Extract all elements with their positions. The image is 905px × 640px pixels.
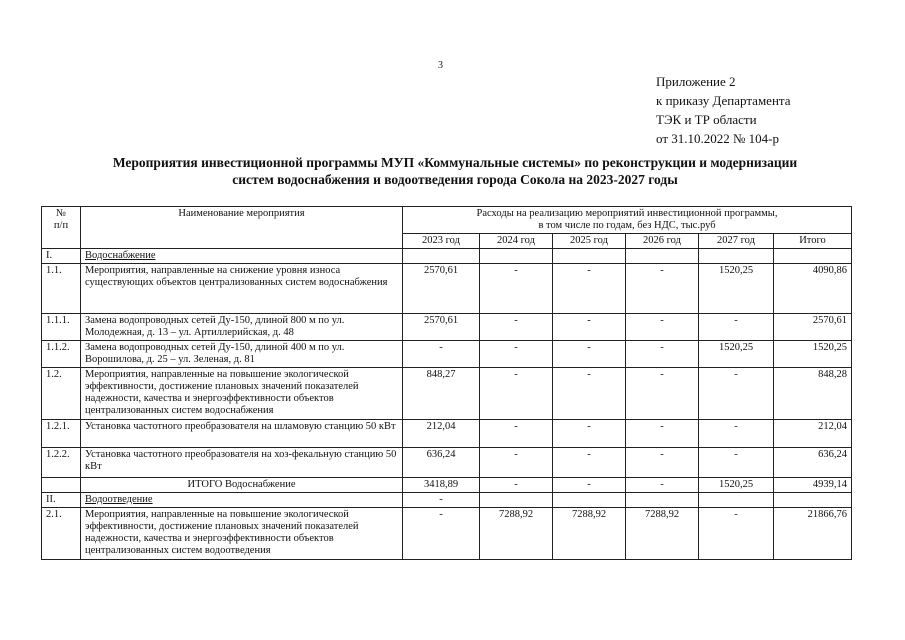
row-year-value: 1520,25 xyxy=(699,264,774,314)
row-year-value: - xyxy=(553,264,626,314)
appendix-block xyxy=(656,72,791,148)
row-name: Мероприятия, направленные на повышение экологической эффективности, достижение плановых значений показателей надежности, качества и энергоэффективности объектов централизованных систем водоотведения xyxy=(81,508,403,560)
row-name: Установка частотного преобразователя на шламовую станцию 50 кВт xyxy=(81,420,403,448)
table-row xyxy=(42,448,852,478)
appendix-line: Приложение 2 xyxy=(656,74,736,89)
appendix-line: к приказу Департамента xyxy=(656,93,791,108)
document-title xyxy=(40,154,870,188)
table-row xyxy=(42,368,852,420)
row-year-value: 212,04 xyxy=(403,420,480,448)
section-row xyxy=(42,493,852,508)
row-number: 2.1. xyxy=(42,508,81,560)
row-year-value xyxy=(480,493,553,508)
row-total-value: 212,04 xyxy=(774,420,852,448)
header-row xyxy=(42,207,852,234)
appendix-line: от 31.10.2022 № 104-р xyxy=(656,131,779,146)
row-year-value: - xyxy=(403,341,480,368)
header-expenses xyxy=(403,207,852,234)
row-year-value: 7288,92 xyxy=(480,508,553,560)
table-row xyxy=(42,420,852,448)
row-name: Водоснабжение xyxy=(81,249,403,264)
row-year-value: - xyxy=(480,448,553,478)
header-year: 2026 год xyxy=(626,234,699,249)
row-year-value: 2570,61 xyxy=(403,314,480,341)
row-year-value: - xyxy=(699,314,774,341)
title-line: систем водоснабжения и водоотведения города Сокола на 2023-2027 годы xyxy=(232,172,678,187)
header-year: 2024 год xyxy=(480,234,553,249)
row-number: II. xyxy=(42,493,81,508)
header-expenses-line: в том числе по годам, без НДС, тыс.руб xyxy=(538,220,716,231)
page-number: 3 xyxy=(438,60,443,71)
row-year-value xyxy=(553,493,626,508)
row-number: 1.1.1. xyxy=(42,314,81,341)
row-total-value: 636,24 xyxy=(774,448,852,478)
row-year-value: 1520,25 xyxy=(699,341,774,368)
row-year-value: - xyxy=(699,508,774,560)
row-total-value: 2570,61 xyxy=(774,314,852,341)
row-name: Водоотведение xyxy=(81,493,403,508)
row-name: Мероприятия, направленные на снижение уровня износа существующих объектов централизованных систем водоснабжения xyxy=(81,264,403,314)
row-year-value: 7288,92 xyxy=(553,508,626,560)
row-year-value: - xyxy=(403,493,480,508)
row-year-value xyxy=(403,249,480,264)
total-row xyxy=(42,478,852,493)
row-year-value: 1520,25 xyxy=(699,478,774,493)
row-year-value: - xyxy=(553,314,626,341)
row-year-value: - xyxy=(699,448,774,478)
row-year-value: - xyxy=(480,420,553,448)
row-year-value: - xyxy=(553,341,626,368)
row-number: 1.1. xyxy=(42,264,81,314)
header-total: Итого xyxy=(774,234,852,249)
row-year-value: 3418,89 xyxy=(403,478,480,493)
title-line: Мероприятия инвестиционной программы МУП «Коммунальные системы» по реконструкции и модернизации xyxy=(112,155,798,170)
header-num-line: № xyxy=(55,208,67,219)
row-year-value: - xyxy=(403,508,480,560)
row-year-value: - xyxy=(626,314,699,341)
row-name: Мероприятия, направленные на повышение экологической эффективности, достижение плановых значений показателей надежности, качества и энергоэффективности объектов централизованных систем водоснабжения xyxy=(81,368,403,420)
investment-table xyxy=(41,206,852,560)
row-total-value: 1520,25 xyxy=(774,341,852,368)
header-year: 2027 год xyxy=(699,234,774,249)
row-number: I. xyxy=(42,249,81,264)
row-year-value xyxy=(626,493,699,508)
table-row xyxy=(42,264,852,314)
table-row xyxy=(42,341,852,368)
row-year-value xyxy=(699,249,774,264)
section-row xyxy=(42,249,852,264)
row-year-value: - xyxy=(626,448,699,478)
appendix-line: ТЭК и ТР области xyxy=(656,112,757,127)
row-number xyxy=(42,478,81,493)
row-name: ИТОГО Водоснабжение xyxy=(81,478,403,493)
header-name: Наименование мероприятия xyxy=(81,207,403,249)
row-name: Замена водопроводных сетей Ду-150, длиной 400 м по ул. Ворошилова, д. 25 – ул. Зеленая, д. 81 xyxy=(81,341,403,368)
row-number: 1.1.2. xyxy=(42,341,81,368)
table-body xyxy=(42,249,852,560)
header-num xyxy=(42,207,81,249)
row-year-value: - xyxy=(626,341,699,368)
row-total-value xyxy=(774,249,852,264)
row-number: 1.2.1. xyxy=(42,420,81,448)
row-year-value: 636,24 xyxy=(403,448,480,478)
row-year-value: - xyxy=(553,368,626,420)
row-name: Замена водопроводных сетей Ду-150, длиной 800 м по ул. Молодежная, д. 13 – ул. Артиллерийская, д. 48 xyxy=(81,314,403,341)
table-row xyxy=(42,314,852,341)
row-name: Установка частотного преобразователя на хоз-фекальную станцию 50 кВт xyxy=(81,448,403,478)
row-year-value: - xyxy=(699,368,774,420)
row-year-value: - xyxy=(480,368,553,420)
row-year-value: - xyxy=(626,478,699,493)
row-year-value: - xyxy=(480,478,553,493)
row-year-value: 7288,92 xyxy=(626,508,699,560)
row-year-value: - xyxy=(480,341,553,368)
row-year-value: - xyxy=(480,264,553,314)
row-year-value xyxy=(553,249,626,264)
row-year-value xyxy=(699,493,774,508)
row-year-value: - xyxy=(699,420,774,448)
row-year-value: - xyxy=(626,368,699,420)
row-year-value: 848,27 xyxy=(403,368,480,420)
header-year: 2023 год xyxy=(403,234,480,249)
row-year-value xyxy=(626,249,699,264)
row-number: 1.2. xyxy=(42,368,81,420)
row-year-value: 2570,61 xyxy=(403,264,480,314)
row-year-value: - xyxy=(553,478,626,493)
row-year-value: - xyxy=(626,264,699,314)
row-number: 1.2.2. xyxy=(42,448,81,478)
row-year-value: - xyxy=(553,448,626,478)
header-num-line: п/п xyxy=(53,220,69,231)
row-total-value: 848,28 xyxy=(774,368,852,420)
row-total-value: 4939,14 xyxy=(774,478,852,493)
row-year-value: - xyxy=(480,314,553,341)
row-total-value: 4090,86 xyxy=(774,264,852,314)
row-total-value xyxy=(774,493,852,508)
header-expenses-line: Расходы на реализацию мероприятий инвестиционной программы, xyxy=(476,208,778,219)
table-row xyxy=(42,508,852,560)
header-year: 2025 год xyxy=(553,234,626,249)
row-year-value xyxy=(480,249,553,264)
row-total-value: 21866,76 xyxy=(774,508,852,560)
row-year-value: - xyxy=(553,420,626,448)
row-year-value: - xyxy=(626,420,699,448)
